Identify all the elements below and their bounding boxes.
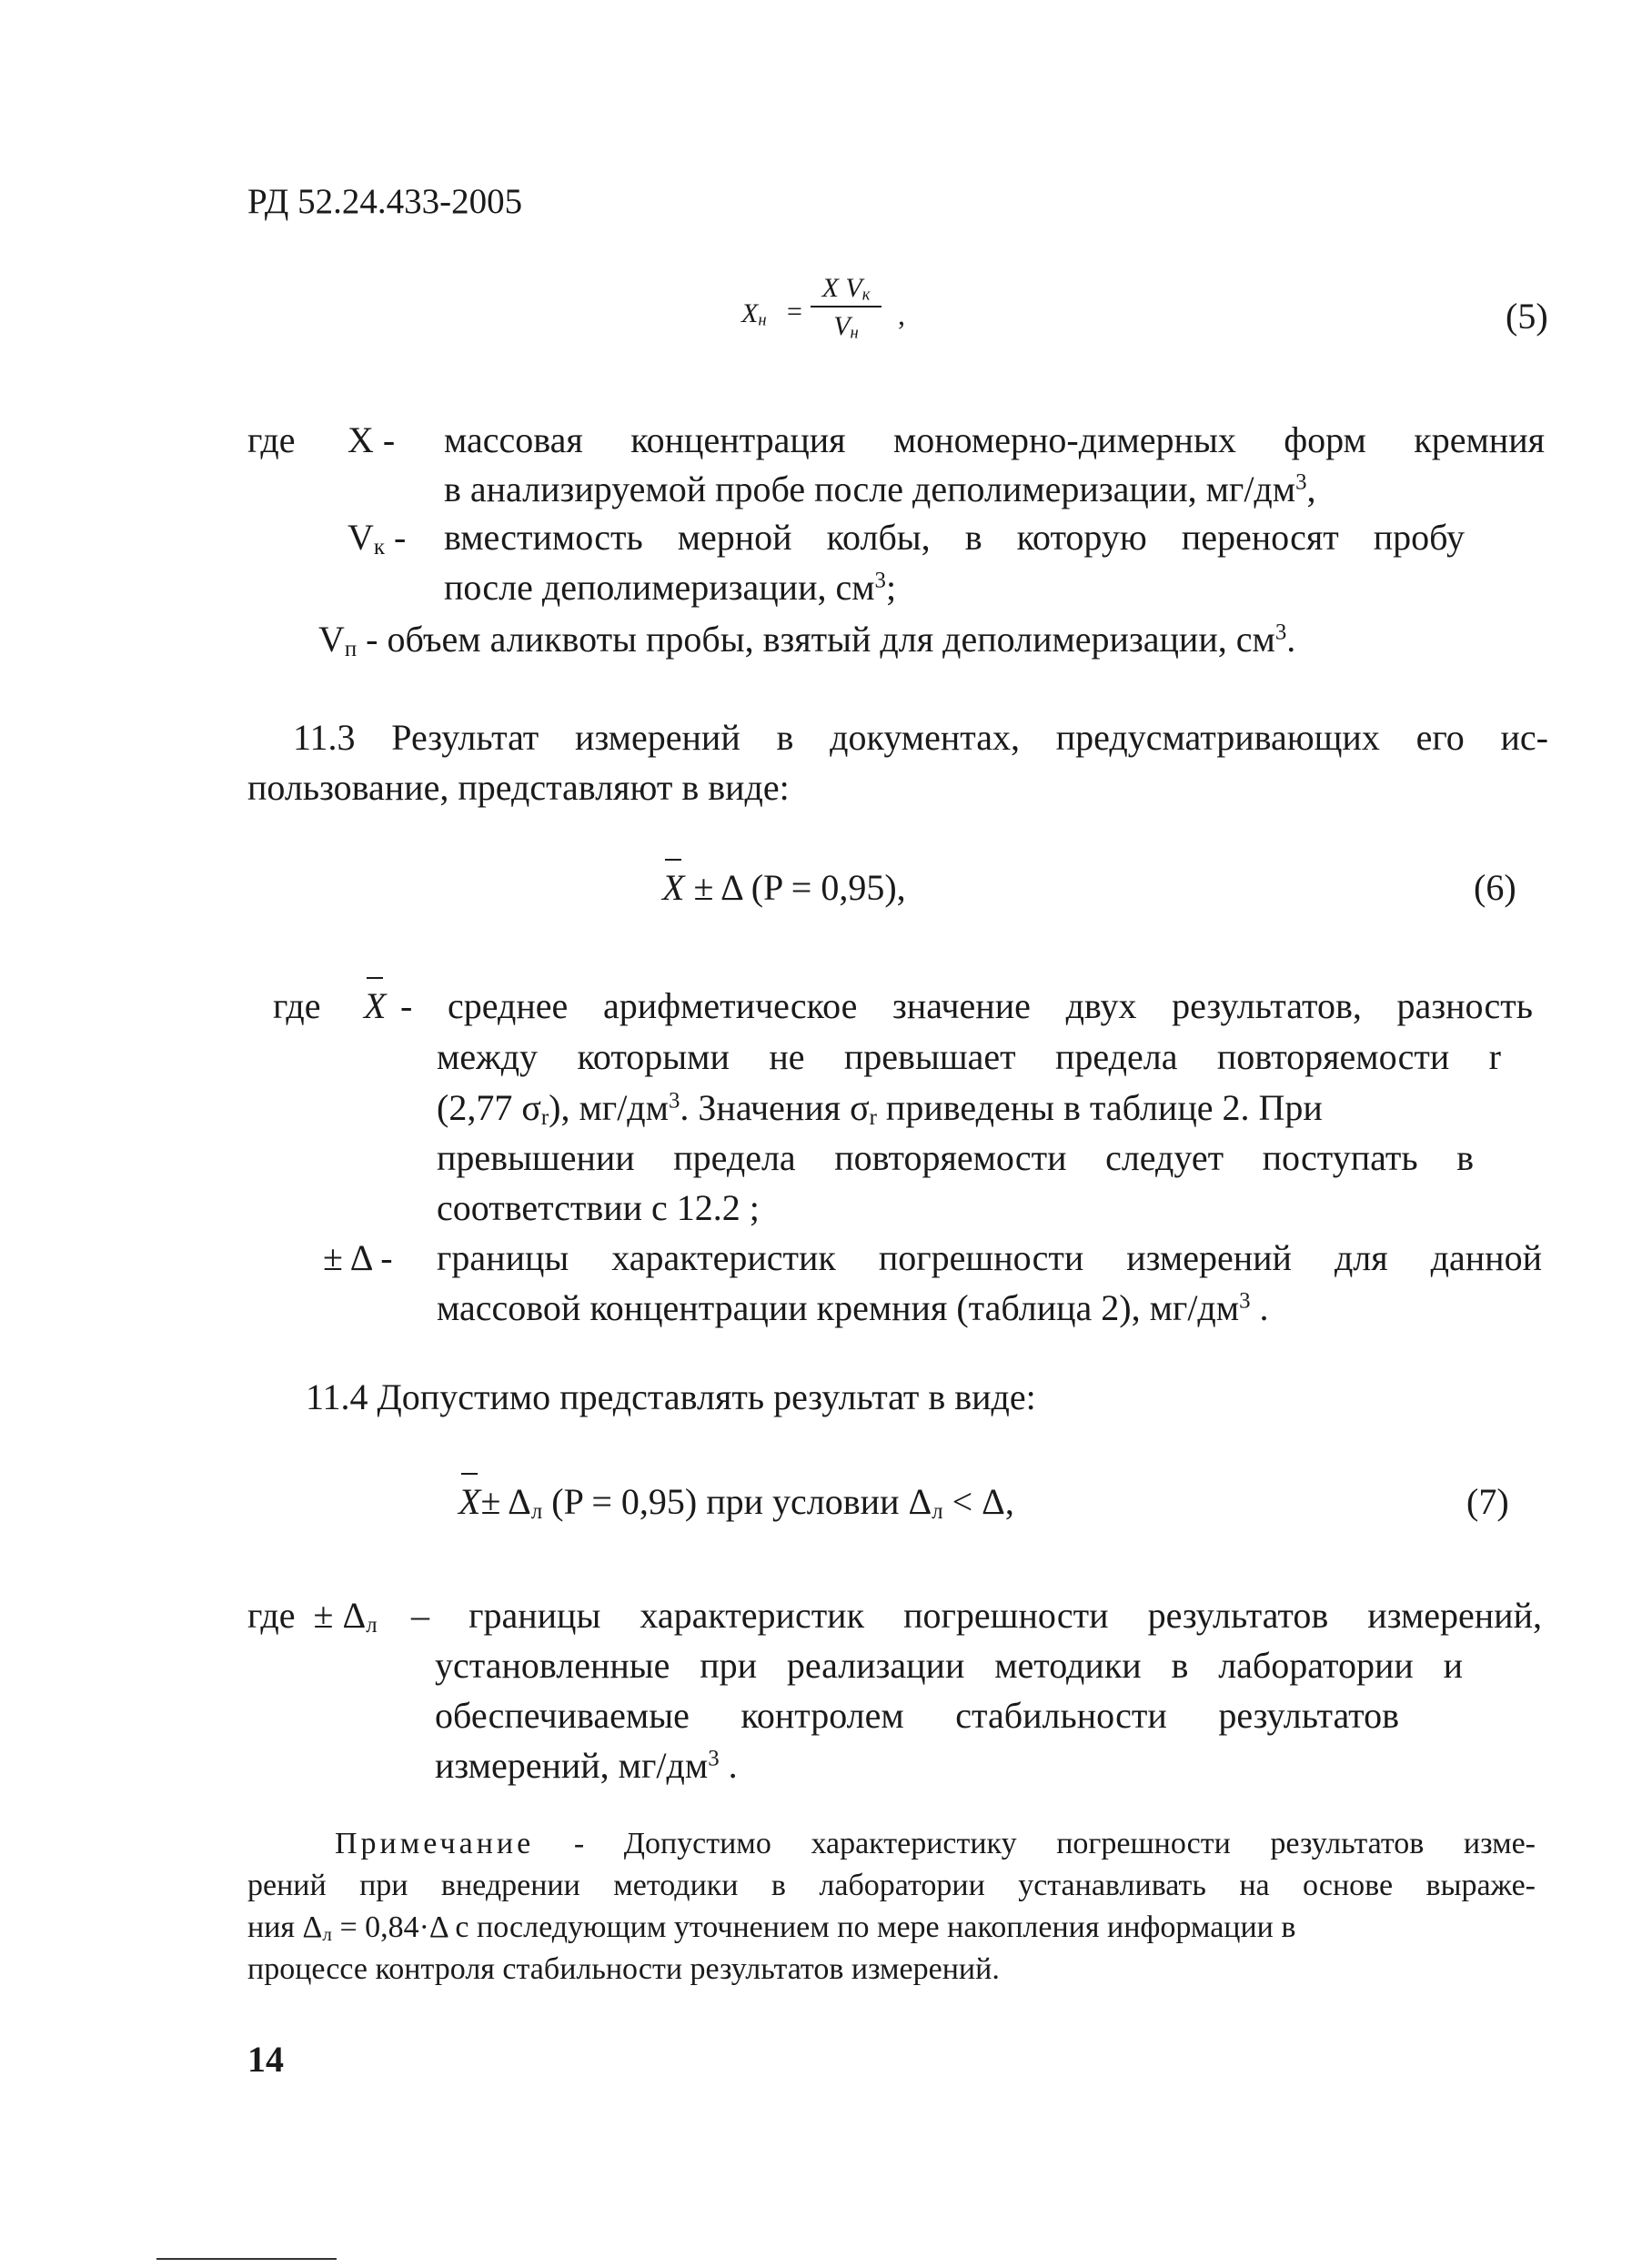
formula-5-lhs: $X_н$	[741, 298, 767, 330]
page-number: 14	[247, 2039, 284, 2080]
x-definition-line1: массовая концентрация мономерно-димерных форм кремния	[444, 419, 1545, 460]
formula-6: X ± Δ (P = 0,95),	[662, 864, 906, 912]
formula-5-denominator: $V_н$	[833, 311, 859, 343]
delta-l-definition-line3: обеспечиваемые контролем стабильности результатов	[435, 1695, 1399, 1736]
x-mean-definition-line1: - среднее арифметическое значение двух результатов, разность	[400, 985, 1533, 1026]
x-mean-symbol-7: X	[458, 1478, 480, 1526]
x-definition-line2: в анализируемой пробе после деполимеризации, $мг/дм^3$,	[444, 469, 1316, 509]
where-label-6: где	[273, 985, 321, 1026]
delta-definition-line1: границы характеристик погрешности измерений для данной	[437, 1237, 1542, 1278]
where-label-7: где ± $\Delta_л$	[247, 1595, 378, 1638]
footer-rule	[156, 2258, 337, 2260]
x-mean-definition-line4: превышении предела повторяемости следует поступать в	[437, 1137, 1474, 1178]
where-label-5: где	[247, 419, 296, 460]
note-label: Примечание	[335, 1827, 535, 1860]
formula-5-equals: =	[787, 297, 802, 327]
formula-7-number: (7)	[1466, 1481, 1509, 1522]
vk-symbol: $V_к$ -	[348, 517, 407, 559]
formula-5-number: (5)	[1506, 296, 1548, 337]
delta-l-definition-line4: измерений, $мг/дм^3$ .	[435, 1745, 738, 1786]
x-symbol: X -	[348, 419, 396, 460]
document-code: РД 52.24.433-2005	[247, 182, 523, 221]
note-line4: процессе контроля стабильности результатов измерений.	[247, 1952, 1000, 1986]
delta-l-definition-line2: установленные при реализации методики в лаборатории и	[435, 1645, 1463, 1686]
vk-definition-line1: вместимость мерной колбы, в которую переносят пробу	[444, 517, 1465, 558]
x-mean-definition-line5: соответствии с 12.2 ;	[437, 1187, 760, 1228]
formula-5	[741, 273, 942, 373]
vk-definition-line2: после деполимеризации, $см^3$;	[444, 567, 897, 608]
formula-5-comma: ,	[898, 298, 905, 331]
fraction-bar	[811, 306, 881, 307]
paragraph-11-3-line2: пользование, представляют в виде:	[247, 767, 790, 808]
paragraph-11-4: 11.4 Допустимо представлять результат в виде:	[306, 1376, 1036, 1417]
formula-5-numerator: X $V_к$	[821, 273, 871, 305]
formula-5-fraction	[811, 273, 881, 342]
delta-definition-line2: массовой концентрации кремния (таблица 2), $мг/дм^3$ .	[437, 1287, 1269, 1328]
formula-7: $X\pm \Delta_л$ (P = 0,95) при условии $\Delta_л < \Delta$,	[458, 1478, 1014, 1526]
delta-def-symbol: ± Δ -	[323, 1237, 393, 1278]
paragraph-11-3-line1: 11.3 Результат измерений в документах, предусматривающих его ис-	[293, 717, 1548, 758]
delta-l-definition-line1: – границы характеристик погрешности результатов измерений,	[411, 1595, 1542, 1636]
x-mean-symbol: X	[662, 864, 684, 912]
note-line3: ния $\Delta_л = 0,84\cdot\Delta$ с последующим уточнением по мере накопления информации в	[247, 1910, 1296, 1946]
note-line1: Примечание - Допустимо характеристику погрешности результатов изме-	[335, 1827, 1536, 1860]
x-mean-definition-line3: (2,77 $\sigma_r$), $мг/дм^3$. Значения $\sigma_r$ приведены в таблице 2. При	[437, 1087, 1323, 1130]
note-line2: рений при внедрении методики в лаборатории устанавливать на основе выраже-	[247, 1869, 1536, 1902]
x-mean-definition-line2: между которыми не превышает предела повторяемости r	[437, 1036, 1501, 1077]
formula-6-number: (6)	[1474, 867, 1516, 908]
x-mean-def-symbol: X	[364, 983, 386, 1030]
vn-definition: $V_п$ - объем аликвоты пробы, взятый для деполимеризации, $см^3$.	[318, 619, 1296, 661]
